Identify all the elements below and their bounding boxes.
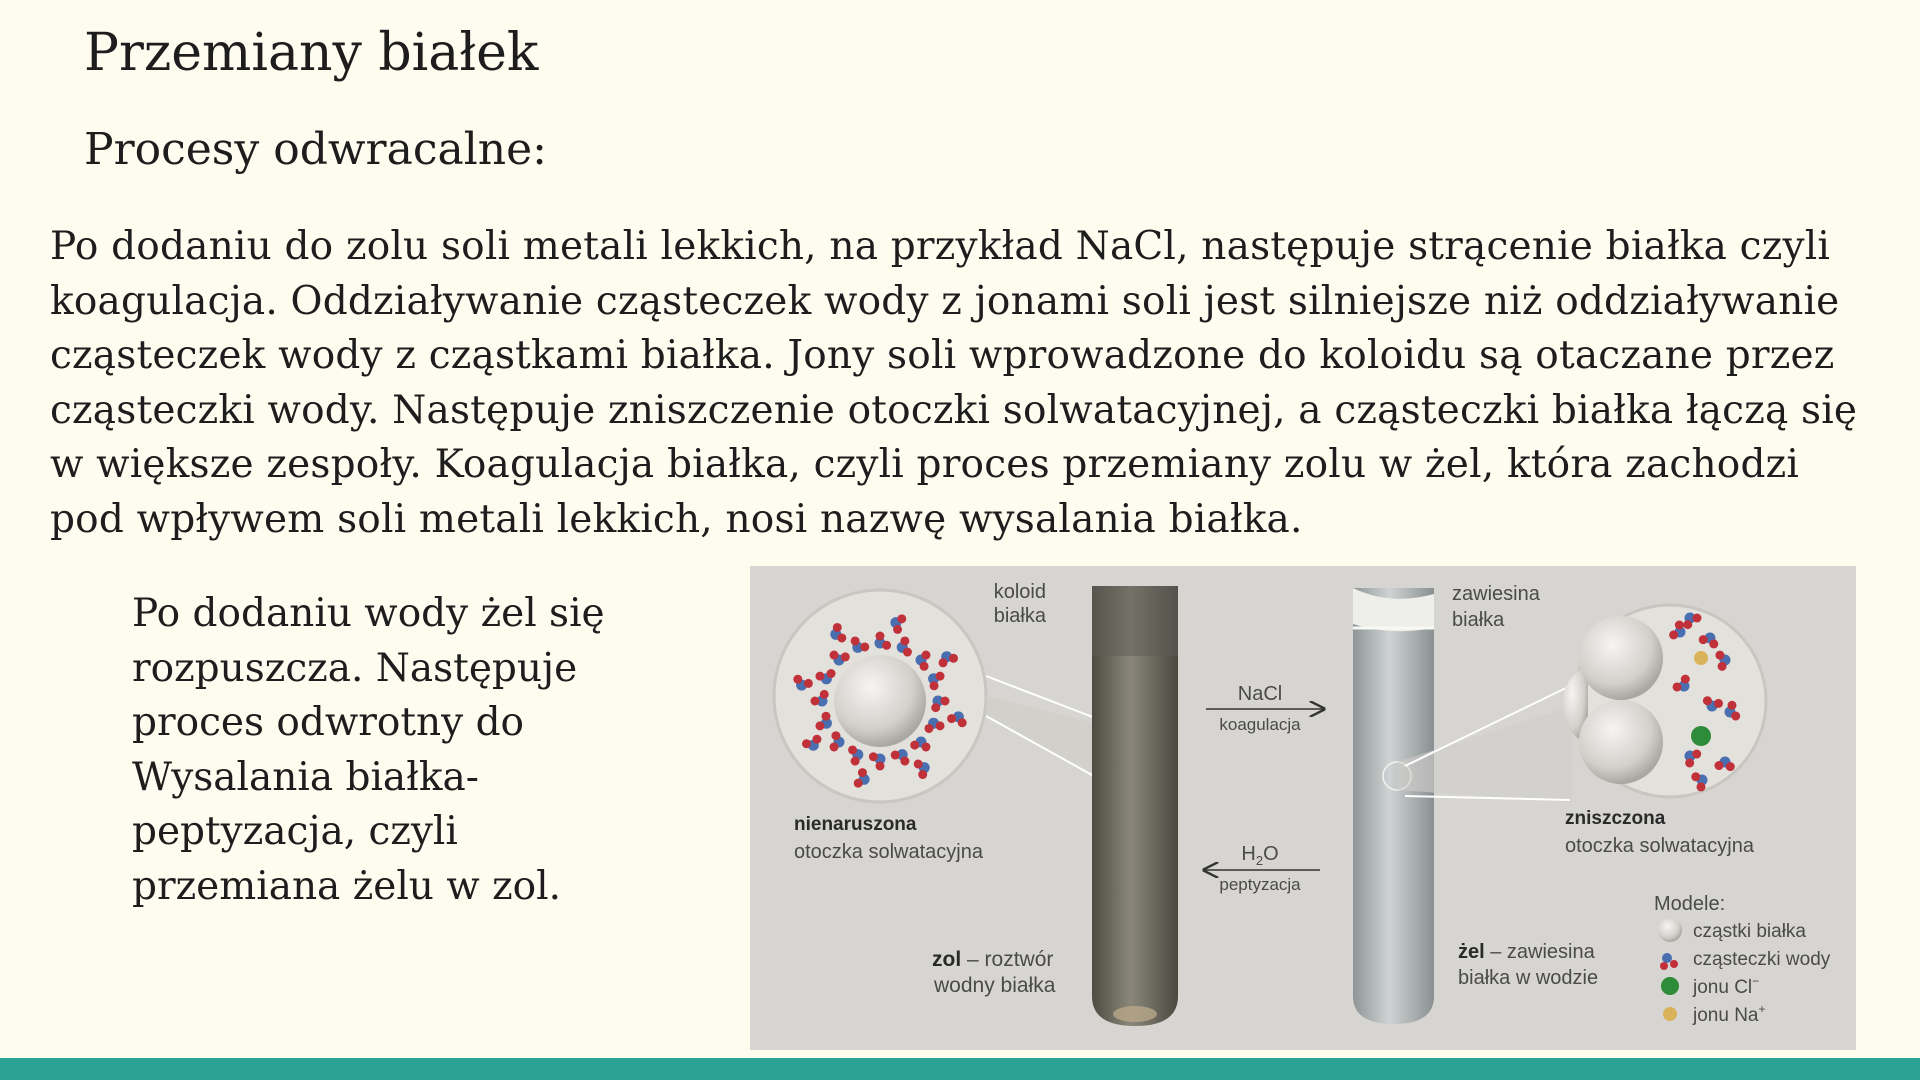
arrow-forward-label: NaCl xyxy=(1237,683,1283,705)
gel-caption-2: białka w wodzie xyxy=(1458,967,1599,989)
left-caption: otoczka solwatacyjna xyxy=(794,841,983,863)
legend-water: cząsteczki wody xyxy=(1693,949,1831,970)
tube-right-label-1: zawiesina xyxy=(1452,583,1540,605)
arrow-back-label: $H_2O$ xyxy=(1241,843,1279,868)
slide-title: Przemiany białek xyxy=(84,23,539,83)
figure-legend xyxy=(1654,893,1831,1026)
footer-bar xyxy=(0,1058,1920,1080)
water-molecule-icon xyxy=(1660,953,1678,970)
legend-sodium: jonu Na+ xyxy=(1693,1002,1766,1026)
legend-protein: cząstki białka xyxy=(1693,921,1806,942)
chloride-ion xyxy=(1691,726,1711,746)
sol-caption-2: wodny białka xyxy=(934,974,1056,997)
chloride-icon xyxy=(1661,977,1679,995)
right-caption: otoczka solwatacyjna xyxy=(1565,835,1754,857)
sodium-ion xyxy=(1694,651,1708,665)
side-paragraph: Po dodaniu wody żel się rozpuszcza. Następuje proces odwrotny do Wysalania białka-peptyzacja, czyli przemiana żelu w zol. xyxy=(132,591,605,909)
sol-caption: zol – roztwór xyxy=(932,948,1054,971)
main-paragraph: Po dodaniu do zolu soli metali lekkich, na przykład NaCl, następuje strącenie białka czyli koagulacja. Oddziaływanie cząsteczek wody z jonami soli jest silniejsze niż oddziaływanie cząsteczek wody z cząstkami białka. Jony soli wprowadzone do koloidu są otaczane przez cząsteczki wody. Następuje zniszczenie otoczki solwatacyjnej, a cząsteczki białka łączą się w większe zespoły. Koagulacja białka, czyli proces przemiany zolu w żel, która zachodzi pod wpływem soli metali lekkich, nosi nazwę wysalania białka. xyxy=(50,224,1858,542)
protein-particle-icon xyxy=(1658,918,1682,942)
gel-caption: żel – zawiesina xyxy=(1458,941,1595,963)
slide-subtitle: Procesy odwracalne: xyxy=(84,124,547,175)
right-caption-bold: zniszczona xyxy=(1565,808,1666,829)
test-tube-sol xyxy=(1092,586,1178,1026)
tube-left-label-2: białka xyxy=(993,605,1046,627)
legend-chloride: jonu Cl− xyxy=(1693,974,1760,998)
arrow-back-sublabel: peptyzacja xyxy=(1219,875,1301,894)
arrow-forward-sublabel: koagulacja xyxy=(1219,715,1301,734)
destroyed-solvation-shell-diagram xyxy=(1397,605,1766,802)
sodium-icon xyxy=(1663,1007,1677,1021)
test-tube-gel xyxy=(1353,588,1434,1024)
tube-left-label-1: koloid xyxy=(993,581,1046,603)
tube-right-label-2: białka xyxy=(1452,609,1505,631)
protein-coagulation-figure xyxy=(750,566,1856,1050)
left-caption-bold: nienaruszona xyxy=(794,814,917,835)
legend-title: Modele: xyxy=(1654,893,1726,915)
